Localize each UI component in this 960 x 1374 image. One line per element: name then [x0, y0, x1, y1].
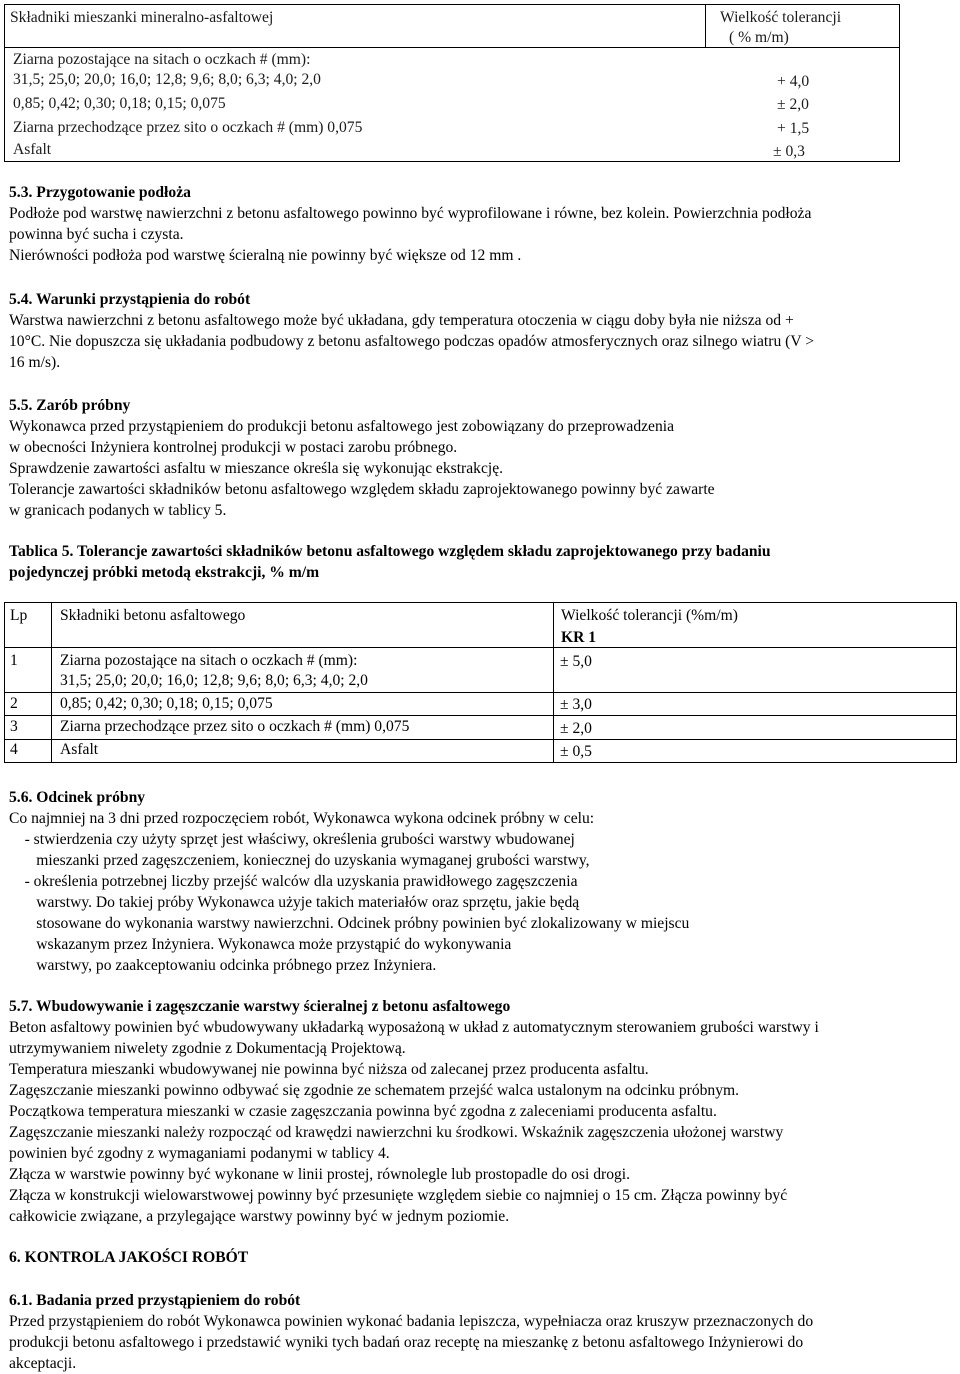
table-cell: ± 0,3: [773, 143, 805, 160]
list-item: - stwierdzenia czy użyty sprzęt jest właściwy, określenia grubości warstwy wbudowanej: [9, 831, 575, 848]
table-cell: Asfalt: [60, 741, 99, 758]
column-header: KR 1: [561, 629, 597, 646]
table-header: Wielkość tolerancji: [720, 9, 842, 26]
tolerance-table: [4, 4, 900, 162]
table-cell: 0,85; 0,42; 0,30; 0,18; 0,15; 0,075: [13, 95, 226, 112]
paragraph-line: produkcji betonu asfaltowego i przedstawić wyniki tych badań oraz receptę na mieszankę z betonu asfaltowego Inżynierowi do: [9, 1334, 804, 1351]
paragraph-line: całkowicie związane, a przylegające warstwy powinny być w jednym poziomie.: [9, 1208, 510, 1225]
table-rule: [956, 602, 957, 763]
paragraph-line: utrzymywaniem niwelety zgodnie z Dokumentacją Projektową.: [9, 1040, 406, 1057]
section-heading: 5.7. Wbudowywanie i zagęszczanie warstwy ścieralnej z betonu asfaltowego: [9, 998, 511, 1015]
list-item: warstwy. Do takiej próby Wykonawca użyje takich materiałów oraz sprzętu, jakie będą: [9, 894, 580, 911]
paragraph-line: Złącza w konstrukcji wielowarstwowej powinny być przesunięte względem siebie co najmniej o 15 cm. Złącza powinny być: [9, 1187, 788, 1204]
table-cell: 31,5; 25,0; 20,0; 16,0; 12,8; 9,6; 8,0; 6,3; 4,0; 2,0: [13, 71, 321, 88]
section-5-6: [9, 787, 955, 976]
table-rule: [4, 647, 957, 648]
section-5-4: [9, 289, 955, 373]
table-rule: [4, 602, 957, 603]
table-header: ( % m/m): [729, 29, 789, 46]
list-item: - określenia potrzebnej liczby przejść walców dla uzyskania prawidłowego zagęszczenia: [9, 873, 578, 890]
caption-line: pojedynczej próbki metodą ekstrakcji, % m/m: [9, 564, 320, 581]
section-5-3: [9, 182, 955, 266]
section-5-7: [9, 996, 955, 1227]
table-cell: ± 2,0: [560, 720, 592, 737]
table-rule: [4, 602, 5, 763]
paragraph-line: Zagęszczanie mieszanki powinno odbywać się zgodnie ze schematem przejść walca ustalonym na odcinku próbnym.: [9, 1082, 740, 1099]
list-item: mieszanki przed zagęszczeniem, koniecznej do uzyskania wymaganej grubości warstwy,: [9, 852, 590, 869]
paragraph-line: Złącza w warstwie powinny być wykonane w linii prostej, równolegle lub prostopadle do osi drogi.: [9, 1166, 631, 1183]
table-cell: ± 3,0: [560, 696, 592, 713]
table-divider: [705, 5, 706, 47]
paragraph-line: Przed przystąpieniem do robót Wykonawca powinien wykonać badania lepiszcza, wypełniacza oraz kruszyw przeznaczonych do: [9, 1313, 814, 1330]
table-divider: [5, 47, 899, 48]
paragraph-line: Zagęszczanie mieszanki należy rozpocząć od krawędzi nawierzchni ku środkowi. Wskaźnik zagęszczenia ułożonej warstwy: [9, 1124, 784, 1141]
paragraph-line: Podłoże pod warstwę nawierzchni z betonu asfaltowego powinno być wyprofilowane i równe, bez kolein. Powierzchnia podłoża: [9, 205, 812, 222]
table-cell: Ziarna pozostające na sitach o oczkach # (mm):: [13, 51, 311, 68]
table-cell: Ziarna przechodzące przez sito o oczkach # (mm) 0,075: [60, 718, 410, 735]
table-cell: ± 0,5: [560, 743, 592, 760]
table-cell: Ziarna przechodzące przez sito o oczkach # (mm) 0,075: [13, 119, 363, 136]
paragraph-line: 16 m/s).: [9, 354, 61, 371]
paragraph-line: Nierówności podłoża pod warstwę ścieralną nie powinny być większe od 12 mm .: [9, 247, 522, 264]
table-cell: 3: [10, 718, 18, 735]
caption-line: Tablica 5. Tolerancje zawartości składników betonu asfaltowego względem składu zaprojektowanego przy badaniu: [9, 543, 771, 560]
table-cell: ± 5,0: [560, 653, 592, 670]
paragraph-line: Sprawdzenie zawartości asfaltu w mieszance określa się wykonując ekstrakcję.: [9, 460, 504, 477]
table-rule: [4, 739, 957, 740]
list-item: warstwy, po zaakceptowaniu odcinka próbnego przez Inżyniera.: [9, 957, 437, 974]
paragraph-line: 10°C. Nie dopuszcza się układania podbudowy z betonu asfaltowego podczas opadów atmosferycznych oraz silnego wiatru (V >: [9, 333, 815, 350]
table-rule: [4, 692, 957, 693]
section-6-1: [9, 1290, 955, 1374]
section-heading: 5.3. Przygotowanie podłoża: [9, 184, 191, 201]
section-heading: 6. KONTROLA JAKOŚCI ROBÓT: [9, 1249, 249, 1266]
section-heading: 5.4. Warunki przystąpienia do robót: [9, 291, 251, 308]
table-cell: 2: [10, 695, 18, 712]
table-cell: + 4,0: [777, 73, 810, 90]
column-header: Wielkość tolerancji (%m/m): [561, 607, 738, 624]
section-heading: 5.6. Odcinek próbny: [9, 789, 146, 806]
section-heading: 5.5. Zarób próbny: [9, 397, 131, 414]
table-cell: 31,5; 25,0; 20,0; 16,0; 12,8; 9,6; 8,0; 6,3; 4,0; 2,0: [60, 672, 368, 689]
table-cell: ± 2,0: [777, 96, 809, 113]
section-6: [9, 1247, 955, 1268]
paragraph-line: powinien być zgodny z wymaganiami podanymi w tablicy 4.: [9, 1145, 390, 1162]
paragraph-line: Wykonawca przed przystąpieniem do produkcji betonu asfaltowego jest zobowiązany do przeprowadzenia: [9, 418, 675, 435]
column-header: Lp: [10, 607, 28, 624]
section-heading: 6.1. Badania przed przystąpieniem do robót: [9, 1292, 301, 1309]
table-cell: 1: [10, 652, 18, 669]
table-rule: [553, 602, 554, 763]
table-rule: [51, 602, 52, 763]
paragraph-line: Początkowa temperatura mieszanki w czasie zagęszczania powinna być zgodna z zaleceniami producenta asfaltu.: [9, 1103, 717, 1120]
paragraph-line: Co najmniej na 3 dni przed rozpoczęciem robót, Wykonawca wykona odcinek próbny w celu:: [9, 810, 595, 827]
table-cell: + 1,5: [777, 120, 810, 137]
paragraph-line: Beton asfaltowy powinien być wbudowywany układarką wyposażoną w układ z automatycznym sterowaniem grubości warstwy i: [9, 1019, 819, 1036]
paragraph-line: w obecności Inżyniera kontrolnej produkcji w postaci zarobu próbnego.: [9, 439, 458, 456]
table-5: [4, 602, 957, 763]
table-caption: [9, 541, 955, 583]
paragraph-line: Tolerancje zawartości składników betonu asfaltowego względem składu zaprojektowanego powinny być zawarte: [9, 481, 715, 498]
section-5-5: [9, 395, 955, 521]
paragraph-line: powinna być sucha i czysta.: [9, 226, 184, 243]
list-item: wskazanym przez Inżyniera. Wykonawca może przystąpić do wykonywania: [9, 936, 512, 953]
paragraph-line: w granicach podanych w tablicy 5.: [9, 502, 227, 519]
table-rule: [4, 715, 957, 716]
paragraph-line: Temperatura mieszanki wbudowywanej nie powinna być niższa od zalecanej przez producenta asfaltu.: [9, 1061, 649, 1078]
paragraph-line: Warstwa nawierzchni z betonu asfaltowego może być układana, gdy temperatura otoczenia w ciągu doby była nie niższa od +: [9, 312, 794, 329]
table-cell: Ziarna pozostające na sitach o oczkach # (mm):: [60, 652, 358, 669]
column-header: Składniki betonu asfaltowego: [60, 607, 246, 624]
table-header: Składniki mieszanki mineralno-asfaltowej: [10, 9, 274, 26]
paragraph-line: akceptacji.: [9, 1355, 77, 1372]
list-item: stosowane do wykonania warstwy nawierzchni. Odcinek próbny powinien być zlokalizowany w miejscu: [9, 915, 690, 932]
table-cell: Asfalt: [13, 141, 52, 158]
table-rule: [4, 762, 957, 763]
table-cell: 0,85; 0,42; 0,30; 0,18; 0,15; 0,075: [60, 695, 273, 712]
table-cell: 4: [10, 741, 18, 758]
